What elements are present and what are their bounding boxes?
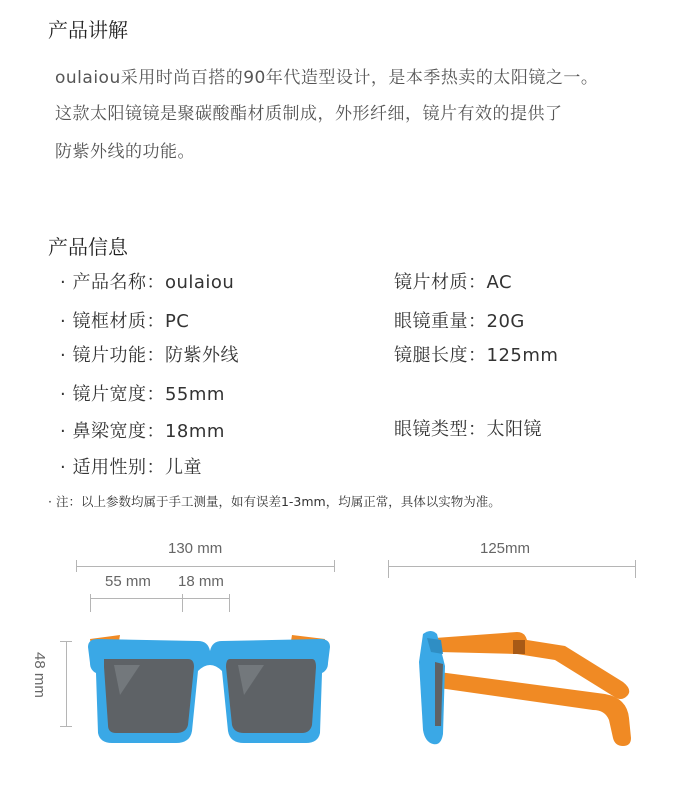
glasses-side-image	[405, 622, 645, 752]
spec-temple-length: 镜腿长度：125mm	[394, 345, 559, 366]
spec-lens-material: 镜片材质：AC	[394, 272, 513, 293]
spec-type: 眼镜类型：太阳镜	[394, 419, 542, 440]
explain-line-3: 防紫外线的功能。	[55, 142, 195, 162]
dim-tick	[60, 641, 72, 642]
hinge	[513, 640, 525, 654]
dim-lens-bridge-line	[90, 598, 230, 599]
dim-tick	[90, 594, 91, 612]
dim-tick	[60, 726, 72, 727]
dim-height-line	[66, 641, 67, 727]
glasses-front-image	[80, 625, 340, 750]
spec-lens-width: · 镜片宽度：55mm	[60, 384, 225, 405]
spec-weight: 眼镜重量：20G	[394, 311, 525, 332]
spec-bridge-width: · 鼻梁宽度：18mm	[60, 421, 225, 442]
explain-line-1: oulaiou采用时尚百搭的90年代造型设计，是本季热卖的太阳镜之一。	[55, 68, 599, 88]
dim-tick	[388, 560, 389, 578]
dim-tick	[76, 560, 77, 572]
dim-tick	[334, 560, 335, 572]
explain-line-2: 这款太阳镜镜是聚碳酸酯材质制成，外形纤细，镜片有效的提供了	[55, 104, 563, 124]
spec-lens-function: · 镜片功能：防紫外线	[60, 345, 239, 366]
dim-total-width-label: 130 mm	[168, 540, 223, 557]
dim-bridge-width-label: 18 mm	[178, 573, 224, 590]
dim-height-label: 48 mm	[31, 652, 48, 698]
dim-total-width-line	[76, 566, 335, 567]
dim-temple-length-line	[388, 566, 636, 567]
info-title: 产品信息	[48, 235, 128, 259]
spec-product-name: · 产品名称：oulaiou	[60, 272, 235, 293]
measurement-note: · 注：以上参数均属于手工测量，如有误差1-3mm，均属正常，具体以实物为准。	[48, 494, 501, 509]
dim-tick	[182, 594, 183, 612]
dim-lens-width-label: 55 mm	[105, 573, 151, 590]
dim-temple-length-label: 125mm	[480, 540, 531, 557]
dim-tick	[635, 560, 636, 578]
spec-frame-material: · 镜框材质：PC	[60, 311, 190, 332]
explain-title: 产品讲解	[48, 18, 128, 42]
spec-gender: · 适用性别：儿童	[60, 457, 202, 478]
dim-tick	[229, 594, 230, 612]
